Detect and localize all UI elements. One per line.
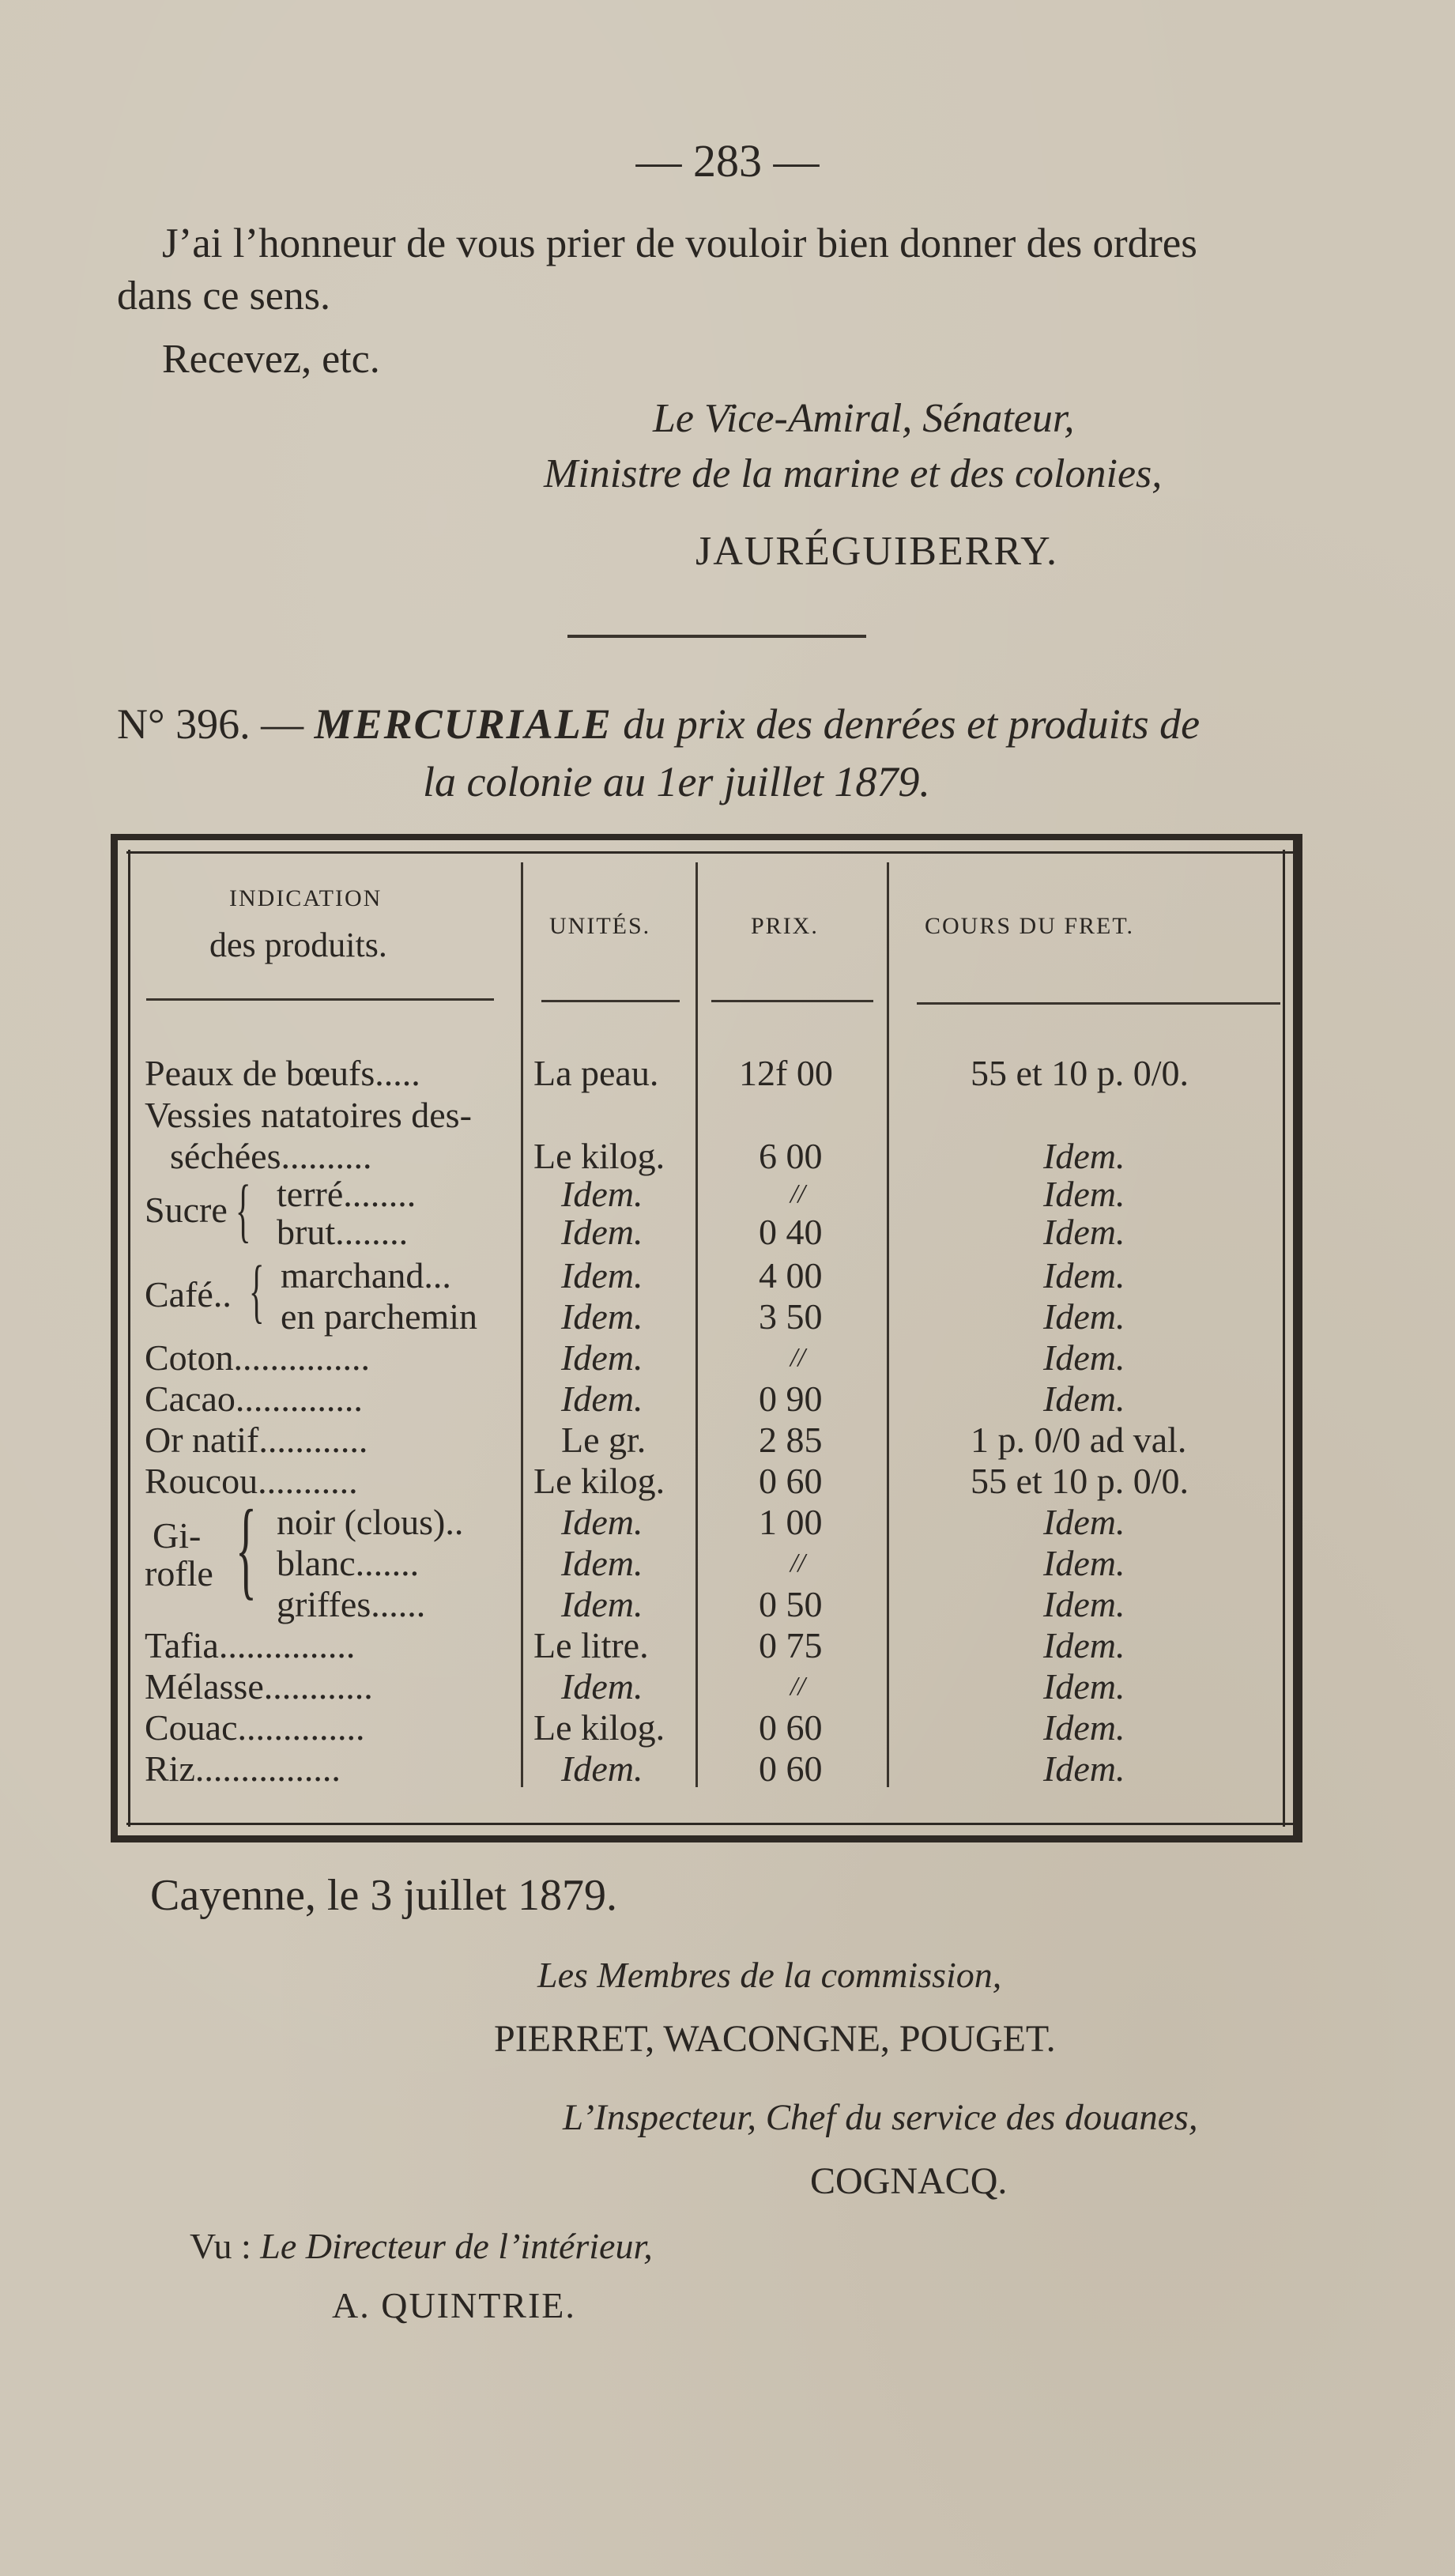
cell-unit: Idem. — [561, 1502, 643, 1542]
header-produits: des produits. — [209, 926, 387, 964]
inspector-name: COGNACQ. — [810, 2160, 1008, 2202]
cell-product: blanc....... — [277, 1543, 420, 1583]
vu-label: Vu : — [190, 2226, 251, 2266]
cell-product: Cacao.............. — [145, 1379, 363, 1419]
heading-title-rest: du prix des denrées et produits de — [623, 700, 1201, 748]
members-title: Les Membres de la commission, — [537, 1955, 1002, 1995]
cell-price: 2 85 — [759, 1420, 823, 1460]
column-divider — [887, 862, 889, 1787]
group-label-cafe: Café.. — [145, 1274, 232, 1314]
cell-price: 0 40 — [759, 1212, 823, 1252]
table-border — [111, 1835, 1302, 1842]
cell-unit: Idem. — [561, 1748, 643, 1789]
cell-unit: Idem. — [561, 1379, 643, 1419]
cell-freight: 55 et 10 p. 0/0. — [971, 1461, 1189, 1501]
table-border — [126, 1823, 1296, 1825]
vu-line — [190, 2225, 653, 2267]
cell-freight: Idem. — [1043, 1174, 1125, 1214]
cell-unit: Le kilog. — [533, 1707, 665, 1748]
brace: { — [236, 1171, 251, 1250]
intro-line-2: dans ce sens. — [117, 273, 331, 319]
table-border — [1283, 850, 1285, 1827]
cell-freight: Idem. — [1043, 1337, 1125, 1378]
cell-unit: Idem. — [561, 1666, 643, 1707]
separator-rule — [567, 635, 866, 638]
cell-freight: Idem. — [1043, 1502, 1125, 1542]
heading-line-1 — [117, 700, 1200, 749]
cell-freight: Idem. — [1043, 1296, 1125, 1337]
cell-product: noir (clous).. — [277, 1502, 464, 1542]
header-unites: UNITÉS. — [549, 913, 651, 939]
intro-line-1: J’ai l’honneur de vous prier de vouloir bien donner des ordres — [162, 221, 1197, 266]
signatory-title-2: Ministre de la marine et des colonies, — [544, 451, 1163, 496]
cell-unit: Idem. — [561, 1296, 643, 1337]
heading-line-2: la colonie au 1er juillet 1879. — [423, 758, 930, 805]
cell-price: 0 90 — [759, 1379, 823, 1419]
group-label-sucre: Sucre — [145, 1190, 228, 1230]
cell-product: terré........ — [277, 1174, 417, 1214]
cell-unit: Le kilog. — [533, 1136, 665, 1176]
regards: Recevez, etc. — [162, 337, 380, 382]
cell-product: brut........ — [277, 1212, 409, 1252]
header-fret: COURS DU FRET. — [925, 913, 1134, 939]
cell-product: griffes...... — [277, 1584, 426, 1624]
header-indication: INDICATION — [229, 885, 383, 911]
cell-price: // — [790, 1343, 805, 1372]
column-divider — [695, 862, 698, 1787]
cell-product: Tafia............... — [145, 1625, 356, 1665]
cell-freight: Idem. — [1043, 1666, 1125, 1707]
place-date: Cayenne, le 3 juillet 1879. — [150, 1871, 617, 1920]
cell-freight: 55 et 10 p. 0/0. — [971, 1053, 1189, 1093]
vu-name: A. QUINTRIE. — [332, 2285, 576, 2325]
header-underline — [711, 1000, 873, 1002]
table-border — [128, 850, 130, 1827]
vu-title: Le Directeur de l’intérieur, — [260, 2226, 653, 2266]
cell-product: Or natif............ — [145, 1420, 368, 1460]
header-prix: PRIX. — [751, 913, 819, 939]
cell-price: // — [790, 1548, 805, 1578]
cell-unit: Idem. — [561, 1543, 643, 1583]
cell-product: Riz................ — [145, 1748, 341, 1789]
cell-product: Mélasse............ — [145, 1666, 373, 1707]
price-table — [111, 834, 1302, 1842]
brace: { — [236, 1488, 257, 1610]
cell-unit: La peau. — [533, 1053, 659, 1093]
table-border — [111, 834, 1302, 840]
cell-unit: Idem. — [561, 1255, 643, 1296]
cell-price: 0 75 — [759, 1625, 823, 1665]
cell-freight: Idem. — [1043, 1625, 1125, 1665]
heading-title-caps: MERCURIALE — [314, 700, 613, 748]
cell-product: Coton............... — [145, 1337, 370, 1378]
cell-product: Couac.............. — [145, 1707, 365, 1748]
cell-unit: Idem. — [561, 1584, 643, 1624]
cell-price: 0 60 — [759, 1707, 823, 1748]
cell-product: Roucou........... — [145, 1461, 358, 1501]
cell-freight: 1 p. 0/0 ad val. — [971, 1420, 1187, 1460]
cell-freight: Idem. — [1043, 1748, 1125, 1789]
cell-price: 3 50 — [759, 1296, 823, 1337]
cell-price: 4 00 — [759, 1255, 823, 1296]
header-underline — [917, 1002, 1280, 1005]
table-border — [1293, 834, 1302, 1842]
cell-price: 6 00 — [759, 1136, 823, 1176]
cell-price: 1 00 — [759, 1502, 823, 1542]
page-number: — 283 — — [635, 135, 820, 187]
brace: { — [249, 1252, 265, 1330]
cell-freight: Idem. — [1043, 1584, 1125, 1624]
cell-freight: Idem. — [1043, 1543, 1125, 1583]
heading-number: N° 396. — — [117, 700, 304, 748]
group-label-girofle-2: rofle — [145, 1553, 213, 1593]
cell-price: 0 50 — [759, 1584, 823, 1624]
cell-price: // — [790, 1179, 805, 1209]
cell-price: 0 60 — [759, 1748, 823, 1789]
cell-freight: Idem. — [1043, 1379, 1125, 1419]
table-border — [111, 834, 118, 1842]
cell-price: // — [790, 1672, 805, 1701]
inspector-title: L’Inspecteur, Chef du service des douanes, — [563, 2097, 1198, 2138]
cell-freight: Idem. — [1043, 1707, 1125, 1748]
signatory-name: JAURÉGUIBERRY. — [695, 529, 1059, 574]
cell-freight: Idem. — [1043, 1212, 1125, 1252]
cell-unit: Idem. — [561, 1337, 643, 1378]
cell-unit: Idem. — [561, 1212, 643, 1252]
cell-freight: Idem. — [1043, 1255, 1125, 1296]
members-names: PIERRET, WACONGNE, POUGET. — [494, 2018, 1056, 2060]
cell-freight: Idem. — [1043, 1136, 1125, 1176]
header-underline — [146, 998, 494, 1001]
cell-product: séchées.......... — [170, 1136, 372, 1176]
cell-price: 12f 00 — [739, 1053, 833, 1093]
cell-unit: Idem. — [561, 1174, 643, 1214]
cell-unit: Le kilog. — [533, 1461, 665, 1501]
table-border — [126, 851, 1296, 854]
column-divider — [521, 862, 523, 1787]
cell-product: Peaux de bœufs..... — [145, 1053, 420, 1093]
cell-product: marchand... — [281, 1255, 451, 1296]
cell-product: en parchemin — [281, 1296, 478, 1337]
cell-price: 0 60 — [759, 1461, 823, 1501]
signatory-title-1: Le Vice-Amiral, Sénateur, — [653, 396, 1075, 441]
cell-unit: Le gr. — [561, 1420, 646, 1460]
header-underline — [541, 1000, 680, 1002]
cell-product: Vessies natatoires des- — [145, 1095, 472, 1135]
group-label-girofle-1: Gi- — [153, 1515, 202, 1556]
cell-unit: Le litre. — [533, 1625, 649, 1665]
